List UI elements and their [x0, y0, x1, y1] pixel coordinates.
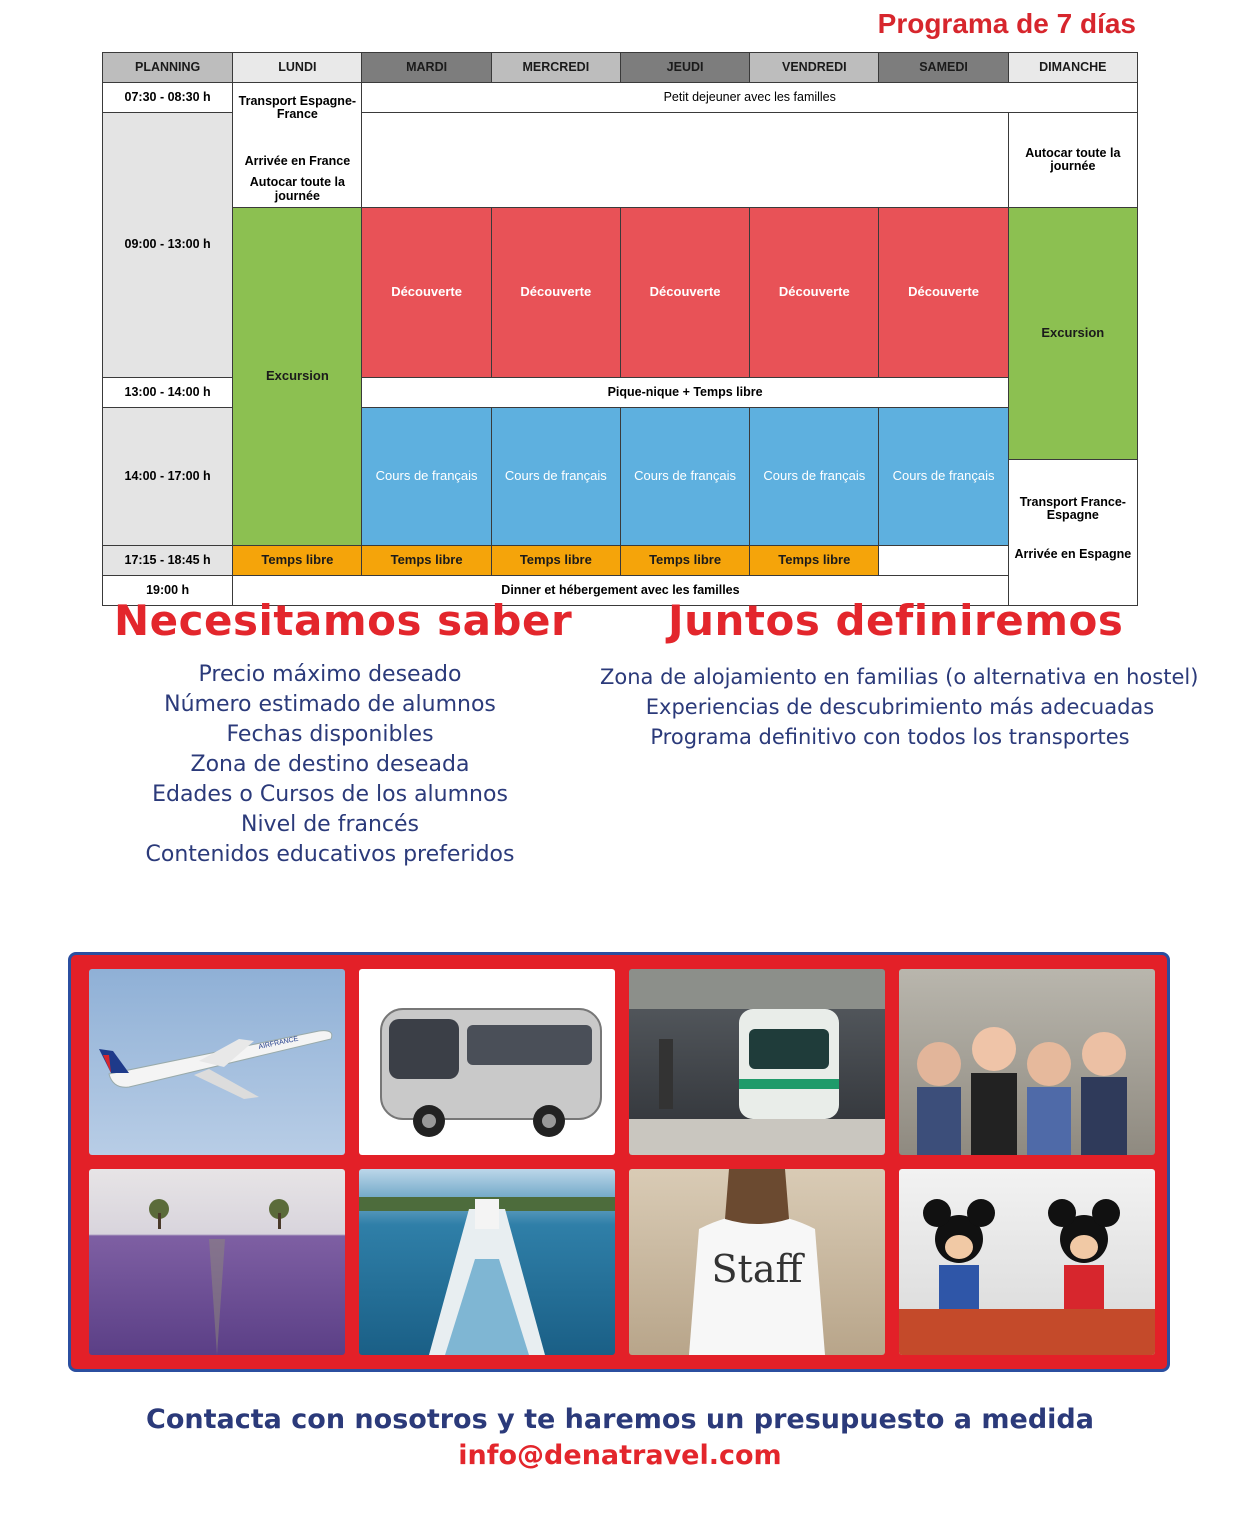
disney-photo	[899, 1169, 1155, 1355]
list-item: Nivel de francés	[240, 812, 420, 837]
list-item: Zona de destino deseada	[190, 752, 470, 777]
dinner-cell: Dinner et hébergement avec les familles	[233, 575, 1008, 605]
temps-libre-vendredi: Temps libre	[620, 545, 749, 575]
people-icon	[899, 969, 1155, 1155]
list-item: Contenidos educativos preferidos	[145, 842, 515, 867]
header-lundi: LUNDI	[233, 53, 362, 83]
header-vendredi: VENDREDI	[750, 53, 879, 83]
list-item: Fechas disponibles	[226, 722, 434, 747]
boat-icon	[359, 1169, 615, 1355]
time-slot: 07:30 - 08:30 h	[103, 83, 233, 113]
temps-libre-samedi: Temps libre	[750, 545, 879, 575]
time-slot: 14:00 - 17:00 h	[103, 407, 233, 545]
decouverte-vendredi: Découverte	[750, 207, 879, 377]
list-item: Precio máximo deseado	[198, 662, 462, 687]
lundi-autocar: Autocar toute la journée	[249, 175, 345, 203]
lundi-excursion: Excursion	[233, 207, 362, 545]
time-slot: 17:15 - 18:45 h	[103, 545, 233, 575]
photo-frame	[68, 952, 1170, 1372]
time-slot: 09:00 - 13:00 h	[103, 113, 233, 378]
dimanche-transport: Transport France-Espagne	[1019, 494, 1126, 522]
list-item: Programa definitivo con todos los transportes	[650, 725, 1130, 749]
header-row	[103, 53, 1138, 83]
metro-photo	[629, 969, 885, 1155]
dimanche-return	[1008, 459, 1137, 605]
lavender-field-icon	[89, 1169, 345, 1355]
list-item: Edades o Cursos de los alumnos	[152, 782, 508, 807]
decouverte-mardi: Découverte	[362, 207, 491, 377]
blank-cell	[362, 113, 1008, 208]
dimanche-autocar: Autocar toute la journée	[1008, 113, 1137, 208]
cours-mercredi: Cours de français	[491, 407, 620, 545]
header-jeudi: JEUDI	[620, 53, 749, 83]
time-slot: 19:00 h	[103, 575, 233, 605]
lavender-photo	[89, 1169, 345, 1355]
airplane-photo	[89, 969, 345, 1155]
cours-vendredi: Cours de français	[750, 407, 879, 545]
dimanche-arrivee: Arrivée en Espagne	[1014, 546, 1132, 561]
decouverte-jeudi: Découverte	[620, 207, 749, 377]
dimanche-excursion: Excursion	[1008, 207, 1137, 459]
breakfast-cell: Petit dejeuner avec les familles	[362, 83, 1138, 113]
bus-icon	[359, 969, 615, 1155]
header-mercredi: MERCREDI	[491, 53, 620, 83]
lundi-transport: Transport Espagne-France	[238, 94, 357, 122]
list-item: Zona de alojamiento en familias (o alternativa en hostel)	[600, 665, 1199, 689]
contact-email[interactable]: info@denatravel.com	[458, 1440, 782, 1471]
temps-libre-jeudi: Temps libre	[491, 545, 620, 575]
contact-line: Contacta con nosotros y te haremos un presupuesto a medida	[146, 1404, 1094, 1435]
staff-label: Staff	[711, 1247, 803, 1291]
define-list	[600, 662, 1199, 752]
cours-samedi: Cours de français	[879, 407, 1008, 545]
students-photo	[899, 969, 1155, 1155]
need-list	[130, 660, 530, 870]
time-slot: 13:00 - 14:00 h	[103, 377, 233, 407]
boat-photo	[359, 1169, 615, 1355]
decouverte-mercredi: Découverte	[491, 207, 620, 377]
temps-libre-mercredi: Temps libre	[362, 545, 491, 575]
list-item: Experiencias de descubrimiento más adecuadas	[645, 695, 1155, 719]
temps-libre-mardi: Temps libre	[233, 545, 362, 575]
lundi-morning	[233, 83, 362, 208]
airline-label: AIRFRANCE	[257, 1035, 299, 1051]
airplane-icon	[89, 969, 345, 1155]
header-samedi: SAMEDI	[879, 53, 1008, 83]
bus-photo	[359, 969, 615, 1155]
need-title: Necesitamos saber	[114, 596, 573, 645]
program-title: Programa de 7 días	[877, 8, 1136, 39]
header-mardi: MARDI	[362, 53, 491, 83]
define-title: Juntos definiremos	[668, 596, 1124, 645]
decouverte-samedi: Découverte	[879, 207, 1008, 377]
staff-photo	[629, 1169, 885, 1355]
schedule-table	[102, 52, 1138, 606]
cours-mardi: Cours de français	[362, 407, 491, 545]
cours-jeudi: Cours de français	[620, 407, 749, 545]
metro-icon	[629, 969, 885, 1155]
header-dimanche: DIMANCHE	[1008, 53, 1137, 83]
mouse-characters-icon	[899, 1169, 1155, 1355]
picnic-cell: Pique-nique + Temps libre	[362, 377, 1008, 407]
header-planning: PLANNING	[103, 53, 233, 83]
lundi-arrivee: Arrivée en France	[244, 154, 351, 169]
list-item: Número estimado de alumnos	[164, 692, 496, 717]
